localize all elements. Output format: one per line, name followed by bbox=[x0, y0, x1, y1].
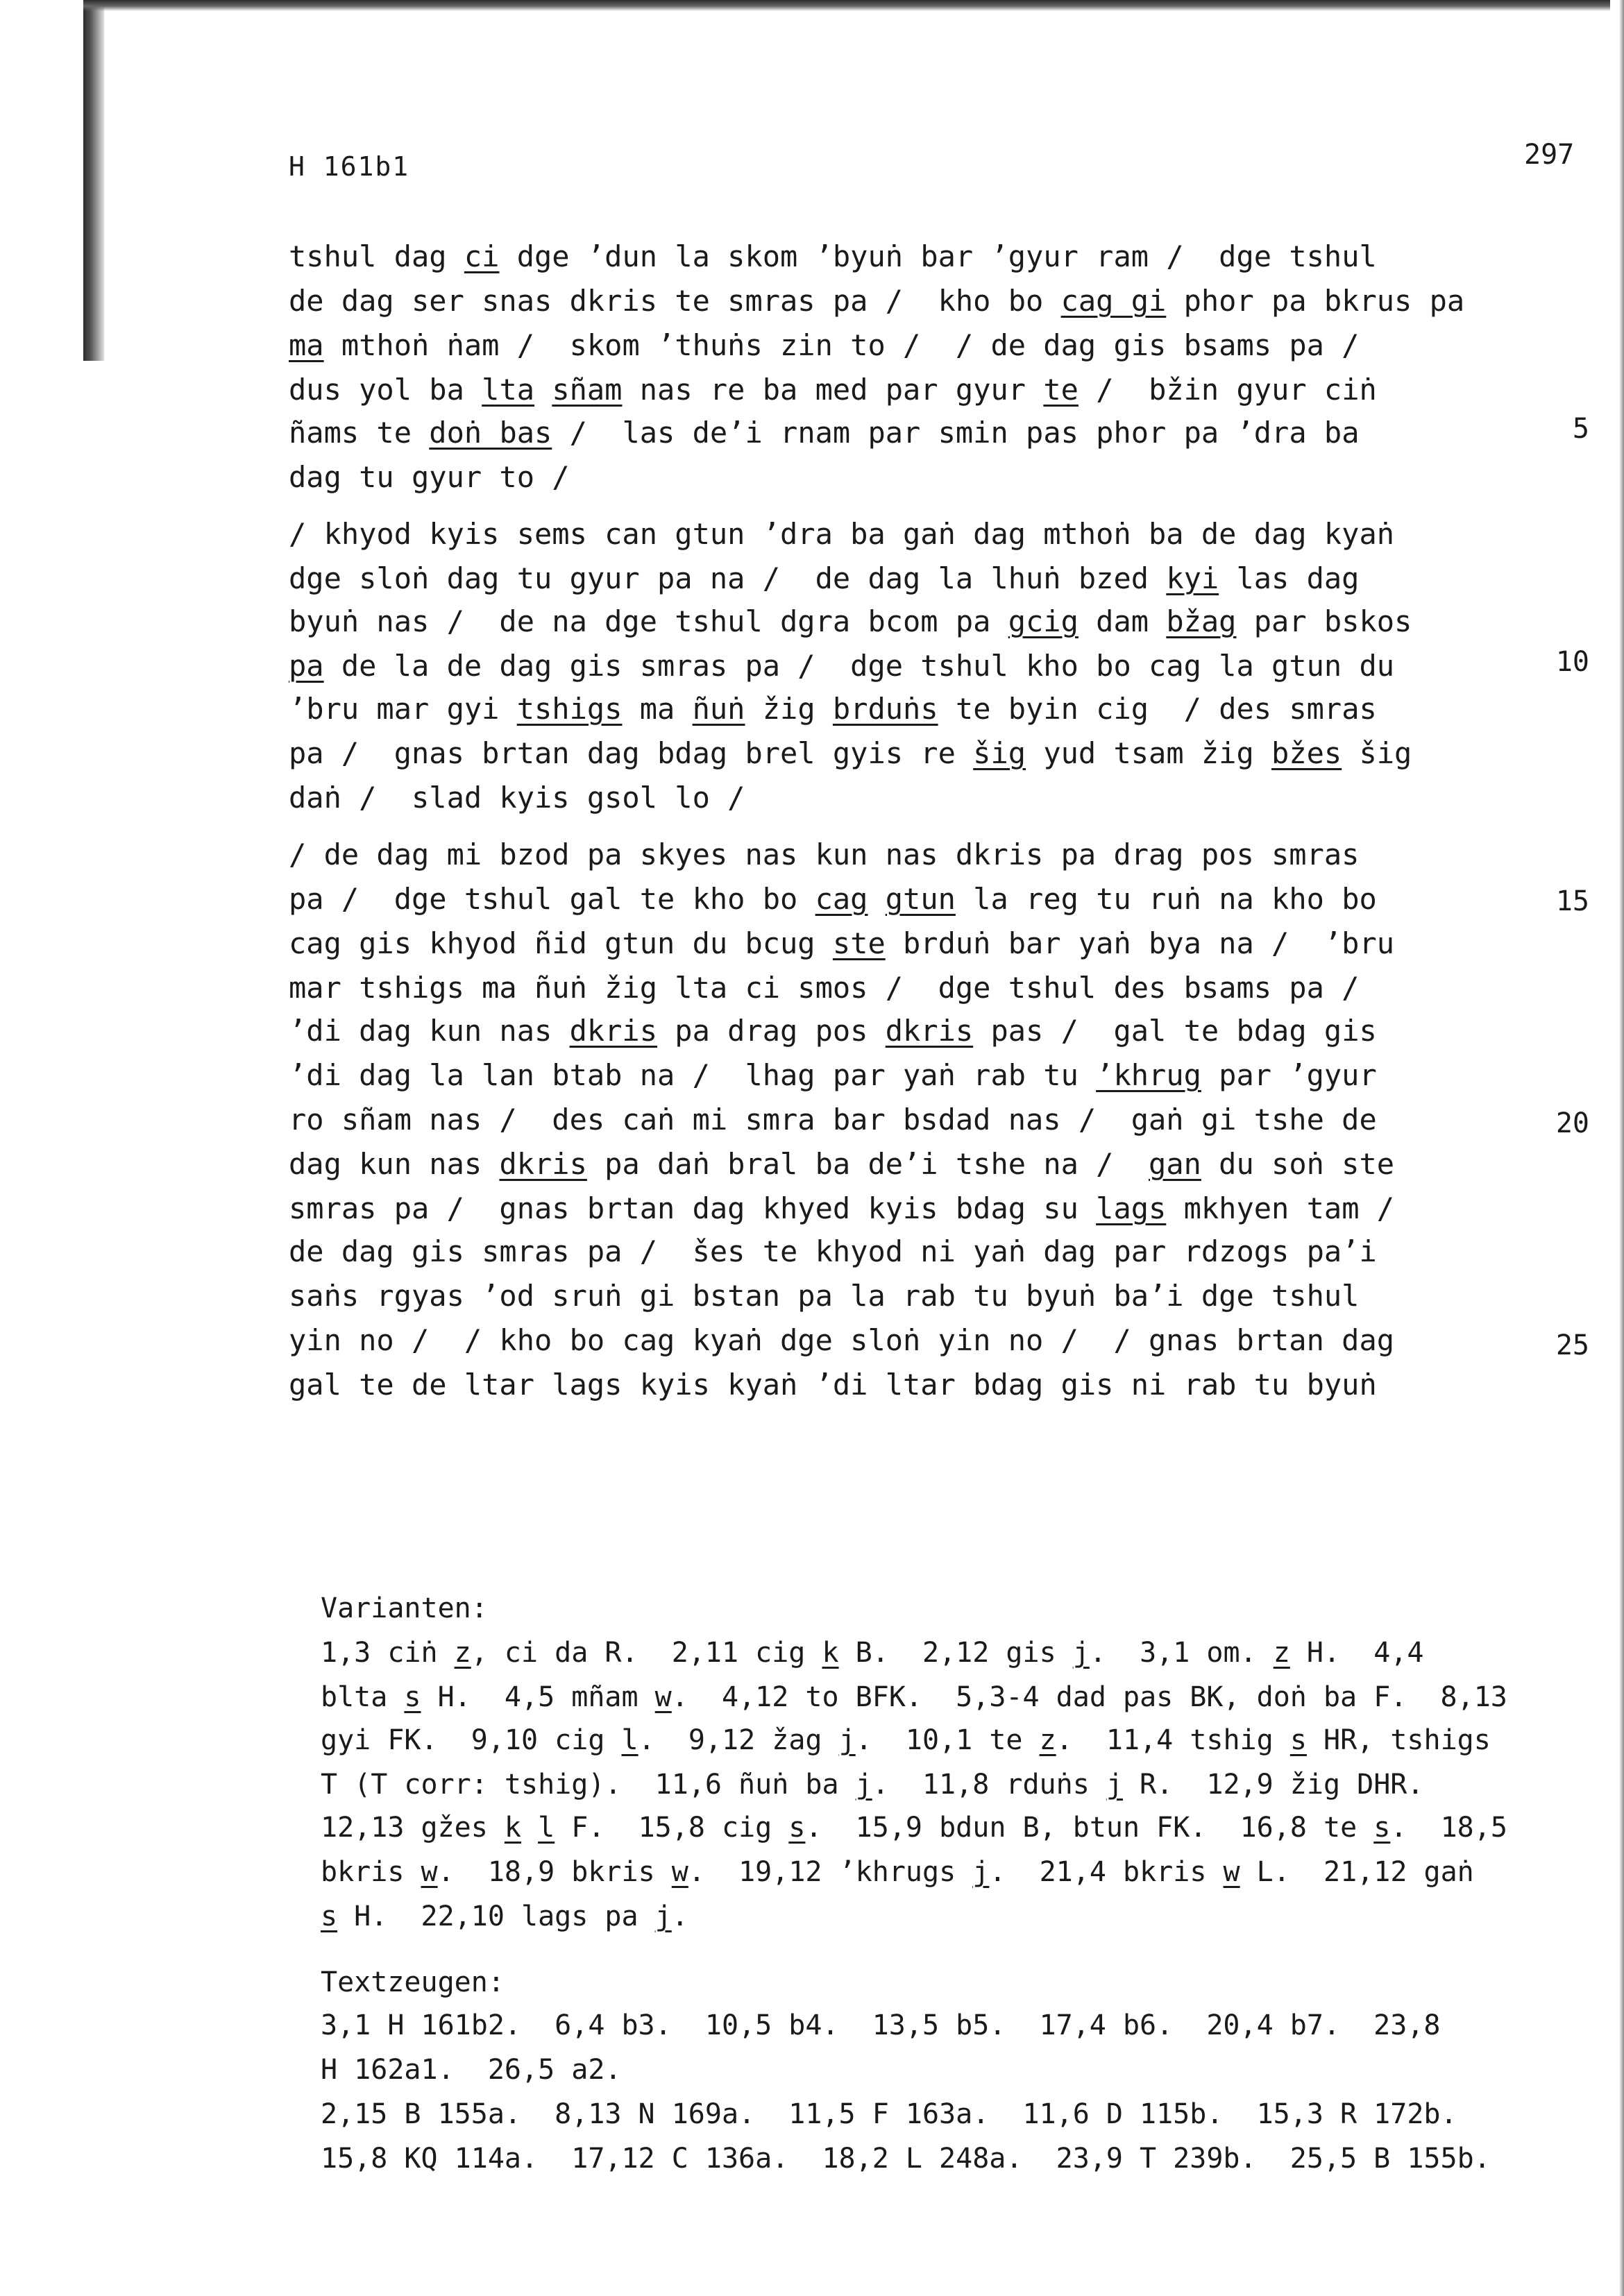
text-run: HR, tshigs bbox=[1306, 1724, 1491, 1756]
text-line bbox=[289, 1368, 1377, 1402]
underlined-word: ma bbox=[289, 328, 324, 362]
text-line bbox=[289, 284, 1464, 318]
text-run: B. 2,12 gis bbox=[838, 1637, 1073, 1669]
text-run: . 21,4 bkris bbox=[989, 1856, 1224, 1888]
text-run: dag kun nas bbox=[289, 1147, 500, 1181]
underlined-word: lags bbox=[1096, 1191, 1167, 1225]
underlined-word: j bbox=[972, 1856, 990, 1888]
text-line bbox=[289, 1279, 1359, 1313]
underlined-word: s bbox=[404, 1681, 421, 1713]
text-run: ’bru mar gyi bbox=[289, 692, 517, 726]
text-run: H. 4,4 bbox=[1289, 1637, 1424, 1669]
underlined-word: s bbox=[788, 1812, 806, 1844]
text-run: . 15,9 bdun B, btun FK. 16,8 te bbox=[805, 1812, 1374, 1844]
text-line bbox=[289, 517, 1394, 552]
scan-shadow-left bbox=[83, 0, 104, 361]
text-run bbox=[534, 373, 552, 407]
text-line bbox=[289, 1103, 1377, 1137]
text-run: smras pa / gnas brtan dag khyed kyis bdag su bbox=[289, 1191, 1097, 1225]
underlined-word: bžag bbox=[1166, 604, 1237, 638]
underlined-word: s bbox=[321, 1900, 338, 1932]
variant-line bbox=[321, 1900, 688, 1933]
underlined-word: z bbox=[1039, 1724, 1056, 1756]
text-run bbox=[868, 882, 885, 916]
text-run: . 4,12 to BFK. 5,3-4 dad pas BK, doṅ ba F. 8,13 bbox=[671, 1681, 1507, 1713]
text-run: ma bbox=[622, 692, 693, 726]
underlined-word: w bbox=[654, 1681, 672, 1713]
text-line bbox=[289, 1058, 1377, 1093]
text-line bbox=[289, 561, 1359, 596]
text-line bbox=[289, 460, 570, 495]
text-line bbox=[289, 604, 1412, 639]
underlined-word: z bbox=[454, 1637, 471, 1669]
text-run: par bskos bbox=[1236, 604, 1412, 638]
text-run: gyi FK. 9,10 cig bbox=[321, 1724, 622, 1756]
text-run: 1,3 ciṅ bbox=[321, 1637, 455, 1669]
underlined-word: gcig bbox=[1008, 604, 1079, 638]
underlined-word: l bbox=[621, 1724, 638, 1756]
underlined-word: s bbox=[1289, 1724, 1307, 1756]
text-run: las dag bbox=[1219, 561, 1360, 595]
underlined-word: w bbox=[421, 1856, 438, 1888]
underlined-word: k bbox=[822, 1637, 839, 1669]
text-run: la reg tu ruṅ na kho bo bbox=[955, 882, 1377, 916]
text-run: nas re ba med par gyur bbox=[622, 373, 1044, 407]
text-run: pa drag pos bbox=[657, 1014, 886, 1048]
text-run: . 9,12 žag bbox=[638, 1724, 839, 1756]
text-line bbox=[289, 416, 1359, 450]
text-run: phor pa bkrus pa bbox=[1166, 284, 1465, 318]
text-line bbox=[289, 882, 1377, 917]
text-run: H. 4,5 mñam bbox=[421, 1681, 655, 1713]
underlined-word: j bbox=[855, 1769, 872, 1801]
text-run: pa / gnas brtan dag bdag brel gyis re bbox=[289, 736, 974, 770]
underlined-word: l bbox=[538, 1812, 555, 1844]
underlined-word: j bbox=[654, 1900, 672, 1932]
text-run: de la de dag gis smras pa / dge tshul kho bo cag la gtun du bbox=[323, 649, 1395, 683]
text-run: . 10,1 te bbox=[855, 1724, 1040, 1756]
text-run: mar tshigs ma ñuṅ žig lta ci smos / dge tshul des bsams pa / bbox=[289, 971, 1360, 1005]
text-run: . bbox=[671, 1900, 688, 1932]
text-run: . 18,5 bbox=[1390, 1812, 1507, 1844]
line-number: 15 bbox=[1555, 885, 1589, 917]
line-number: 10 bbox=[1555, 646, 1589, 678]
text-run: daṅ / slad kyis gsol lo / bbox=[289, 781, 745, 815]
text-run: H 162a1. 26,5 a2. bbox=[321, 2054, 622, 2086]
underlined-word: brduṅs bbox=[832, 692, 938, 726]
variant-line bbox=[321, 1636, 1423, 1669]
underlined-word: te bbox=[1043, 373, 1079, 407]
text-run: ro sñam nas / des caṅ mi smra bar bsdad nas / gaṅ gi tshe de bbox=[289, 1103, 1377, 1137]
variant-line bbox=[321, 1811, 1507, 1844]
text-run: dag tu gyur to / bbox=[289, 460, 570, 494]
text-run: dge sloṅ dag tu gyur pa na / de dag la lhuṅ bzed bbox=[289, 561, 1167, 595]
underlined-word: tshigs bbox=[516, 692, 623, 726]
text-run: / de dag mi bzod pa skyes nas kun nas dkris pa drag pos smras bbox=[289, 837, 1360, 871]
text-run: ñams te bbox=[289, 416, 430, 450]
underlined-word: pa bbox=[289, 649, 324, 683]
text-line bbox=[289, 1191, 1394, 1226]
line-number: 20 bbox=[1555, 1107, 1589, 1139]
underlined-word: ñuṅ bbox=[692, 692, 745, 726]
text-run: pa / dge tshul gal te kho bo bbox=[289, 882, 815, 916]
text-run: tshul dag bbox=[289, 239, 464, 273]
text-run: H. 22,10 lags pa bbox=[337, 1900, 655, 1932]
text-run: gal te de ltar lags kyis kyaṅ ’di ltar bdag gis ni rab tu byuṅ bbox=[289, 1368, 1377, 1402]
text-line bbox=[289, 926, 1394, 961]
text-run: mkhyen tam / bbox=[1166, 1191, 1395, 1225]
text-run: saṅs rgyas ’od sruṅ gi bstan pa la rab tu byuṅ ba’i dge tshul bbox=[289, 1279, 1360, 1313]
text-run: / bžin gyur ciṅ bbox=[1078, 373, 1377, 407]
text-run: T (T corr: tshig). 11,6 ñuṅ ba bbox=[321, 1769, 856, 1801]
text-run: dge ’dun la skom ’byuṅ bar ’gyur ram / dge tshul bbox=[499, 239, 1377, 273]
text-line bbox=[289, 328, 1359, 363]
scan-shadow-right bbox=[1619, 0, 1624, 2296]
underlined-word: bžes bbox=[1271, 736, 1342, 770]
text-line bbox=[289, 1234, 1377, 1269]
text-run: F. 15,8 cig bbox=[555, 1812, 789, 1844]
underlined-word: z bbox=[1273, 1637, 1290, 1669]
underlined-word: šig bbox=[973, 736, 1026, 770]
text-run: L. 21,12 gaṅ bbox=[1240, 1856, 1474, 1888]
underlined-word: gtun bbox=[885, 882, 956, 916]
text-run: dus yol ba bbox=[289, 373, 482, 407]
underlined-word: dkris bbox=[569, 1014, 658, 1048]
underlined-word: w bbox=[1223, 1856, 1240, 1888]
text-line bbox=[289, 239, 1377, 274]
variant-line bbox=[321, 1724, 1491, 1757]
underlined-word: k bbox=[504, 1812, 521, 1844]
page-number: 297 bbox=[1524, 139, 1575, 171]
text-run: bkris bbox=[321, 1856, 421, 1888]
text-run: mthoṅ ṅam / skom ’thuṅs zin to / / de dag gis bsams pa / bbox=[323, 328, 1360, 362]
text-run: dam bbox=[1078, 604, 1167, 638]
text-run: šig bbox=[1342, 736, 1412, 770]
underlined-word: ste bbox=[832, 926, 886, 960]
text-line bbox=[289, 837, 1359, 872]
text-line bbox=[289, 1323, 1394, 1358]
underlined-word: cag gi bbox=[1060, 284, 1167, 318]
text-run: , ci da R. 2,11 cig bbox=[471, 1637, 822, 1669]
underlined-word: ’khrug bbox=[1096, 1058, 1201, 1092]
text-line bbox=[289, 692, 1377, 726]
line-number: 5 bbox=[1572, 413, 1589, 445]
underlined-word: dkris bbox=[885, 1014, 974, 1048]
text-run: R. 12,9 žig DHR. bbox=[1122, 1769, 1424, 1801]
text-line bbox=[289, 373, 1377, 407]
underlined-word: ci bbox=[464, 239, 500, 273]
text-run bbox=[521, 1812, 538, 1844]
underlined-word: j bbox=[1072, 1637, 1090, 1669]
underlined-word: doṅ bas bbox=[429, 416, 552, 450]
text-run: yud tsam žig bbox=[1026, 736, 1272, 770]
text-run: te byin cig / des smras bbox=[938, 692, 1377, 726]
scan-shadow-top bbox=[83, 0, 1610, 11]
text-run: blta bbox=[321, 1681, 405, 1713]
text-line bbox=[289, 649, 1394, 683]
text-run: . 3,1 om. bbox=[1089, 1637, 1274, 1669]
underlined-word: w bbox=[671, 1856, 688, 1888]
witness-line bbox=[321, 2009, 1441, 2042]
text-run: ’di dag la lan btab na / lhag par yaṅ rab tu bbox=[289, 1058, 1097, 1092]
text-run: žig bbox=[745, 692, 833, 726]
text-line bbox=[289, 736, 1412, 771]
underlined-word: j bbox=[838, 1724, 856, 1756]
text-run: 2,15 B 155a. 8,13 N 169a. 11,5 F 163a. 11,6 D 115b. 15,3 R 172b. bbox=[321, 2098, 1457, 2130]
underlined-word: lta bbox=[482, 373, 535, 407]
variant-line bbox=[321, 1681, 1507, 1714]
text-run: 3,1 H 161b2. 6,4 b3. 10,5 b4. 13,5 b5. 17,4 b6. 20,4 b7. 23,8 bbox=[321, 2009, 1441, 2041]
text-run: 15,8 KQ 114a. 17,12 C 136a. 18,2 L 248a. 23,9 T 239b. 25,5 B 155b. bbox=[321, 2143, 1491, 2175]
text-run: par ’gyur bbox=[1201, 1058, 1377, 1092]
text-run: . 19,12 ’khrugs bbox=[688, 1856, 973, 1888]
text-run: de dag ser snas dkris te smras pa / kho bo bbox=[289, 284, 1061, 318]
underlined-word: gan bbox=[1149, 1147, 1201, 1181]
text-run: . 11,8 rduṅs bbox=[872, 1769, 1106, 1801]
text-run: de dag gis smras pa / šes te khyod ni yaṅ dag par rdzogs pa’i bbox=[289, 1234, 1377, 1268]
text-run: / khyod kyis sems can gtun ’dra ba gaṅ dag mthoṅ ba de dag kyaṅ bbox=[289, 517, 1395, 551]
text-run: yin no / / kho bo cag kyaṅ dge sloṅ yin no / / gnas brtan dag bbox=[289, 1323, 1395, 1357]
underlined-word: dkris bbox=[499, 1147, 587, 1181]
text-run: cag gis khyod ñid gtun du bcug bbox=[289, 926, 833, 960]
text-line bbox=[289, 971, 1359, 1005]
varianten-heading: Varianten: bbox=[321, 1592, 488, 1624]
text-run: ’di dag kun nas bbox=[289, 1014, 570, 1048]
text-line bbox=[289, 1014, 1377, 1048]
underlined-word: cag bbox=[815, 882, 868, 916]
text-run: brduṅ bar yaṅ bya na / ’bru bbox=[885, 926, 1395, 960]
underlined-word: s bbox=[1373, 1812, 1391, 1844]
witness-line bbox=[321, 2142, 1491, 2175]
text-run: / las de’i rnam par smin pas phor pa ’dra ba bbox=[552, 416, 1360, 450]
text-run: du soṅ ste bbox=[1201, 1147, 1395, 1181]
variant-line bbox=[321, 1768, 1423, 1801]
text-run: pas / gal te bdag gis bbox=[973, 1014, 1377, 1048]
text-run: 12,13 gžes bbox=[321, 1812, 505, 1844]
underlined-word: kyi bbox=[1166, 561, 1219, 595]
textzeugen-heading: Textzeugen: bbox=[321, 1966, 505, 1998]
text-run: . 18,9 bkris bbox=[437, 1856, 672, 1888]
underlined-word: j bbox=[1106, 1769, 1123, 1801]
line-number: 25 bbox=[1555, 1329, 1589, 1361]
text-run: byuṅ nas / de na dge tshul dgra bcom pa bbox=[289, 604, 1008, 638]
witness-line bbox=[321, 2053, 621, 2086]
text-run: pa daṅ bral ba de’i tshe na / bbox=[586, 1147, 1149, 1181]
variant-line bbox=[321, 1855, 1474, 1889]
witness-line bbox=[321, 2098, 1457, 2131]
underlined-word: sñam bbox=[552, 373, 623, 407]
running-head: H 161b1 bbox=[289, 151, 410, 182]
text-run: . 11,4 tshig bbox=[1056, 1724, 1290, 1756]
text-line bbox=[289, 781, 745, 815]
text-line bbox=[289, 1147, 1394, 1182]
